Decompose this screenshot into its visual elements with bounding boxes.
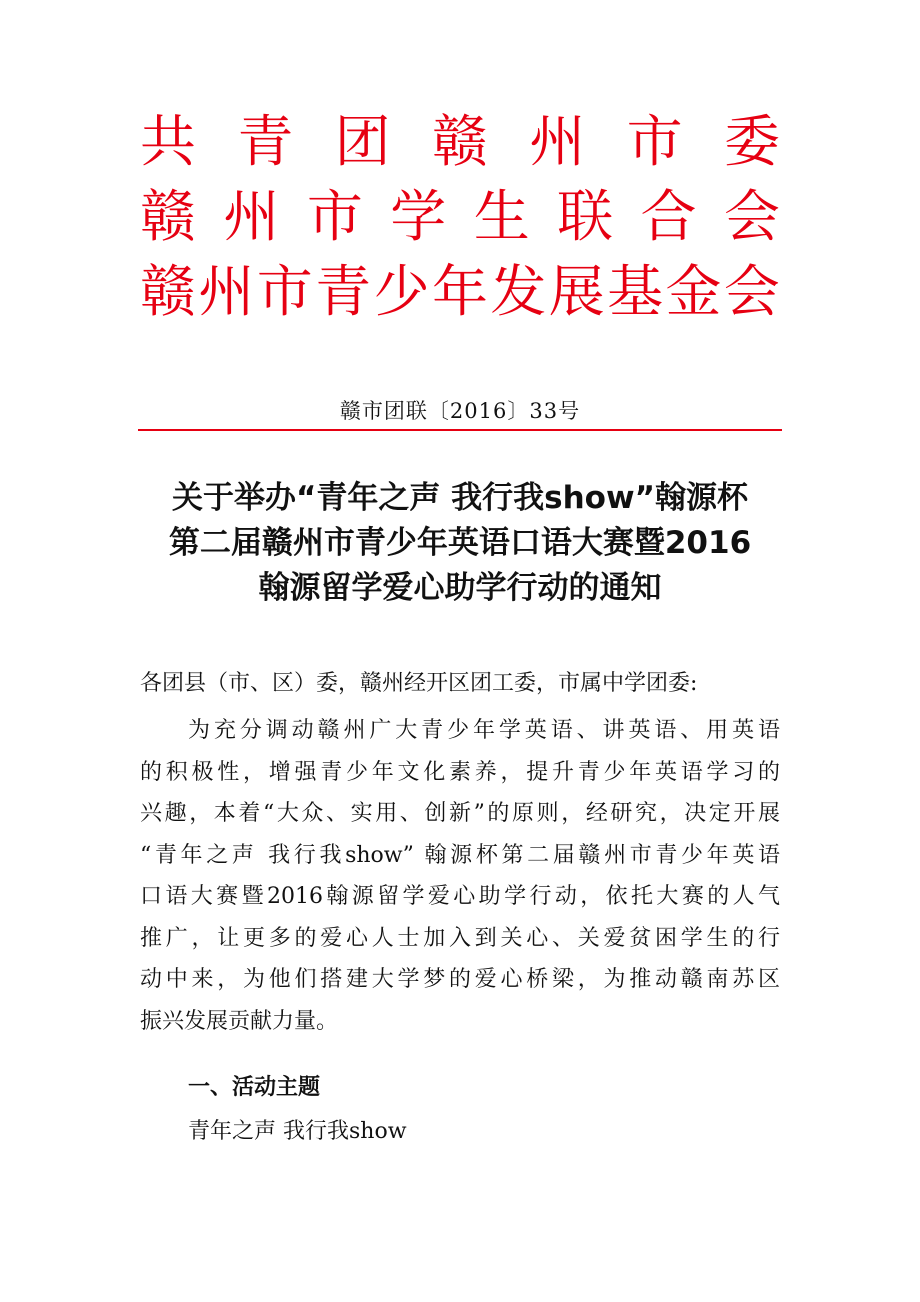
issuer-char: 会 bbox=[723, 260, 780, 325]
body-line: 振兴发展贡献力量。 bbox=[140, 1008, 339, 1034]
issuer-char: 合 bbox=[640, 185, 697, 250]
issuer-char: 发 bbox=[490, 260, 547, 325]
issuer-char: 会 bbox=[723, 185, 780, 250]
issuer-char: 州 bbox=[198, 260, 255, 325]
issuer-char: 共 bbox=[140, 110, 196, 175]
body-line: 为充分调动赣州广大青少年学英语、讲英语、用英语 bbox=[188, 718, 780, 743]
body-line: 口语大赛暨2016翰源留学爱心助学行动，依托大赛的人气 bbox=[140, 884, 780, 909]
issuer-char: 赣 bbox=[140, 260, 196, 325]
issuer-char: 委 bbox=[723, 110, 780, 175]
document-title bbox=[120, 476, 800, 611]
issuer-char: 市 bbox=[306, 185, 363, 250]
issuer-char: 州 bbox=[529, 110, 586, 175]
issuer-char: 年 bbox=[431, 260, 488, 325]
body-line: 兴趣，本着“大众、实用、创新”的原则，经研究，决定开展 bbox=[140, 801, 780, 826]
section-heading: 一、活动主题 bbox=[188, 1075, 321, 1100]
body-paragraph bbox=[140, 710, 780, 1042]
title-line: 翰源留学爱心助学行动的通知 bbox=[258, 570, 662, 606]
issuer-char: 金 bbox=[665, 260, 722, 325]
document-number: 赣市团联〔2016〕33号 bbox=[339, 399, 581, 423]
issuer-char: 联 bbox=[557, 185, 614, 250]
body-line: 动中来，为他们搭建大学梦的爱心桥梁，为推动赣南苏区 bbox=[140, 967, 780, 992]
issuer-char: 基 bbox=[607, 260, 664, 325]
issuer-line-1 bbox=[140, 108, 780, 178]
section-text: 青年之声 我行我show bbox=[188, 1119, 407, 1144]
issuer-char: 市 bbox=[626, 110, 683, 175]
issuer-char: 青 bbox=[237, 110, 294, 175]
issuer-char: 生 bbox=[473, 185, 530, 250]
body-line: 推广，让更多的爱心人士加入到关心、关爱贫困学生的行 bbox=[140, 925, 780, 951]
red-divider bbox=[138, 429, 782, 431]
body-line: “青年之声 我行我show” 翰源杯第二届赣州市青少年英语 bbox=[140, 842, 780, 868]
issuer-char: 市 bbox=[256, 260, 313, 325]
issuer-line-3 bbox=[140, 258, 780, 328]
body-line: 的积极性，增强青少年文化素养，提升青少年英语学习的 bbox=[140, 759, 780, 785]
issuer-char: 学 bbox=[390, 185, 447, 250]
title-line: 第二届赣州市青少年英语口语大赛暨2016 bbox=[168, 525, 752, 561]
issuer-char: 赣 bbox=[140, 185, 196, 250]
issuer-char: 青 bbox=[315, 260, 372, 325]
issuer-char: 赣 bbox=[431, 110, 488, 175]
title-line: 关于举办“青年之声 我行我show”翰源杯 bbox=[172, 480, 748, 516]
issuer-char: 团 bbox=[334, 110, 391, 175]
issuer-line-2 bbox=[140, 183, 780, 253]
salutation: 各团县（市、区）委，赣州经开区团工委，市属中学团委: bbox=[140, 671, 698, 696]
issuer-char: 少 bbox=[373, 260, 430, 325]
issuer-char: 展 bbox=[548, 260, 605, 325]
issuer-char: 州 bbox=[223, 185, 280, 250]
